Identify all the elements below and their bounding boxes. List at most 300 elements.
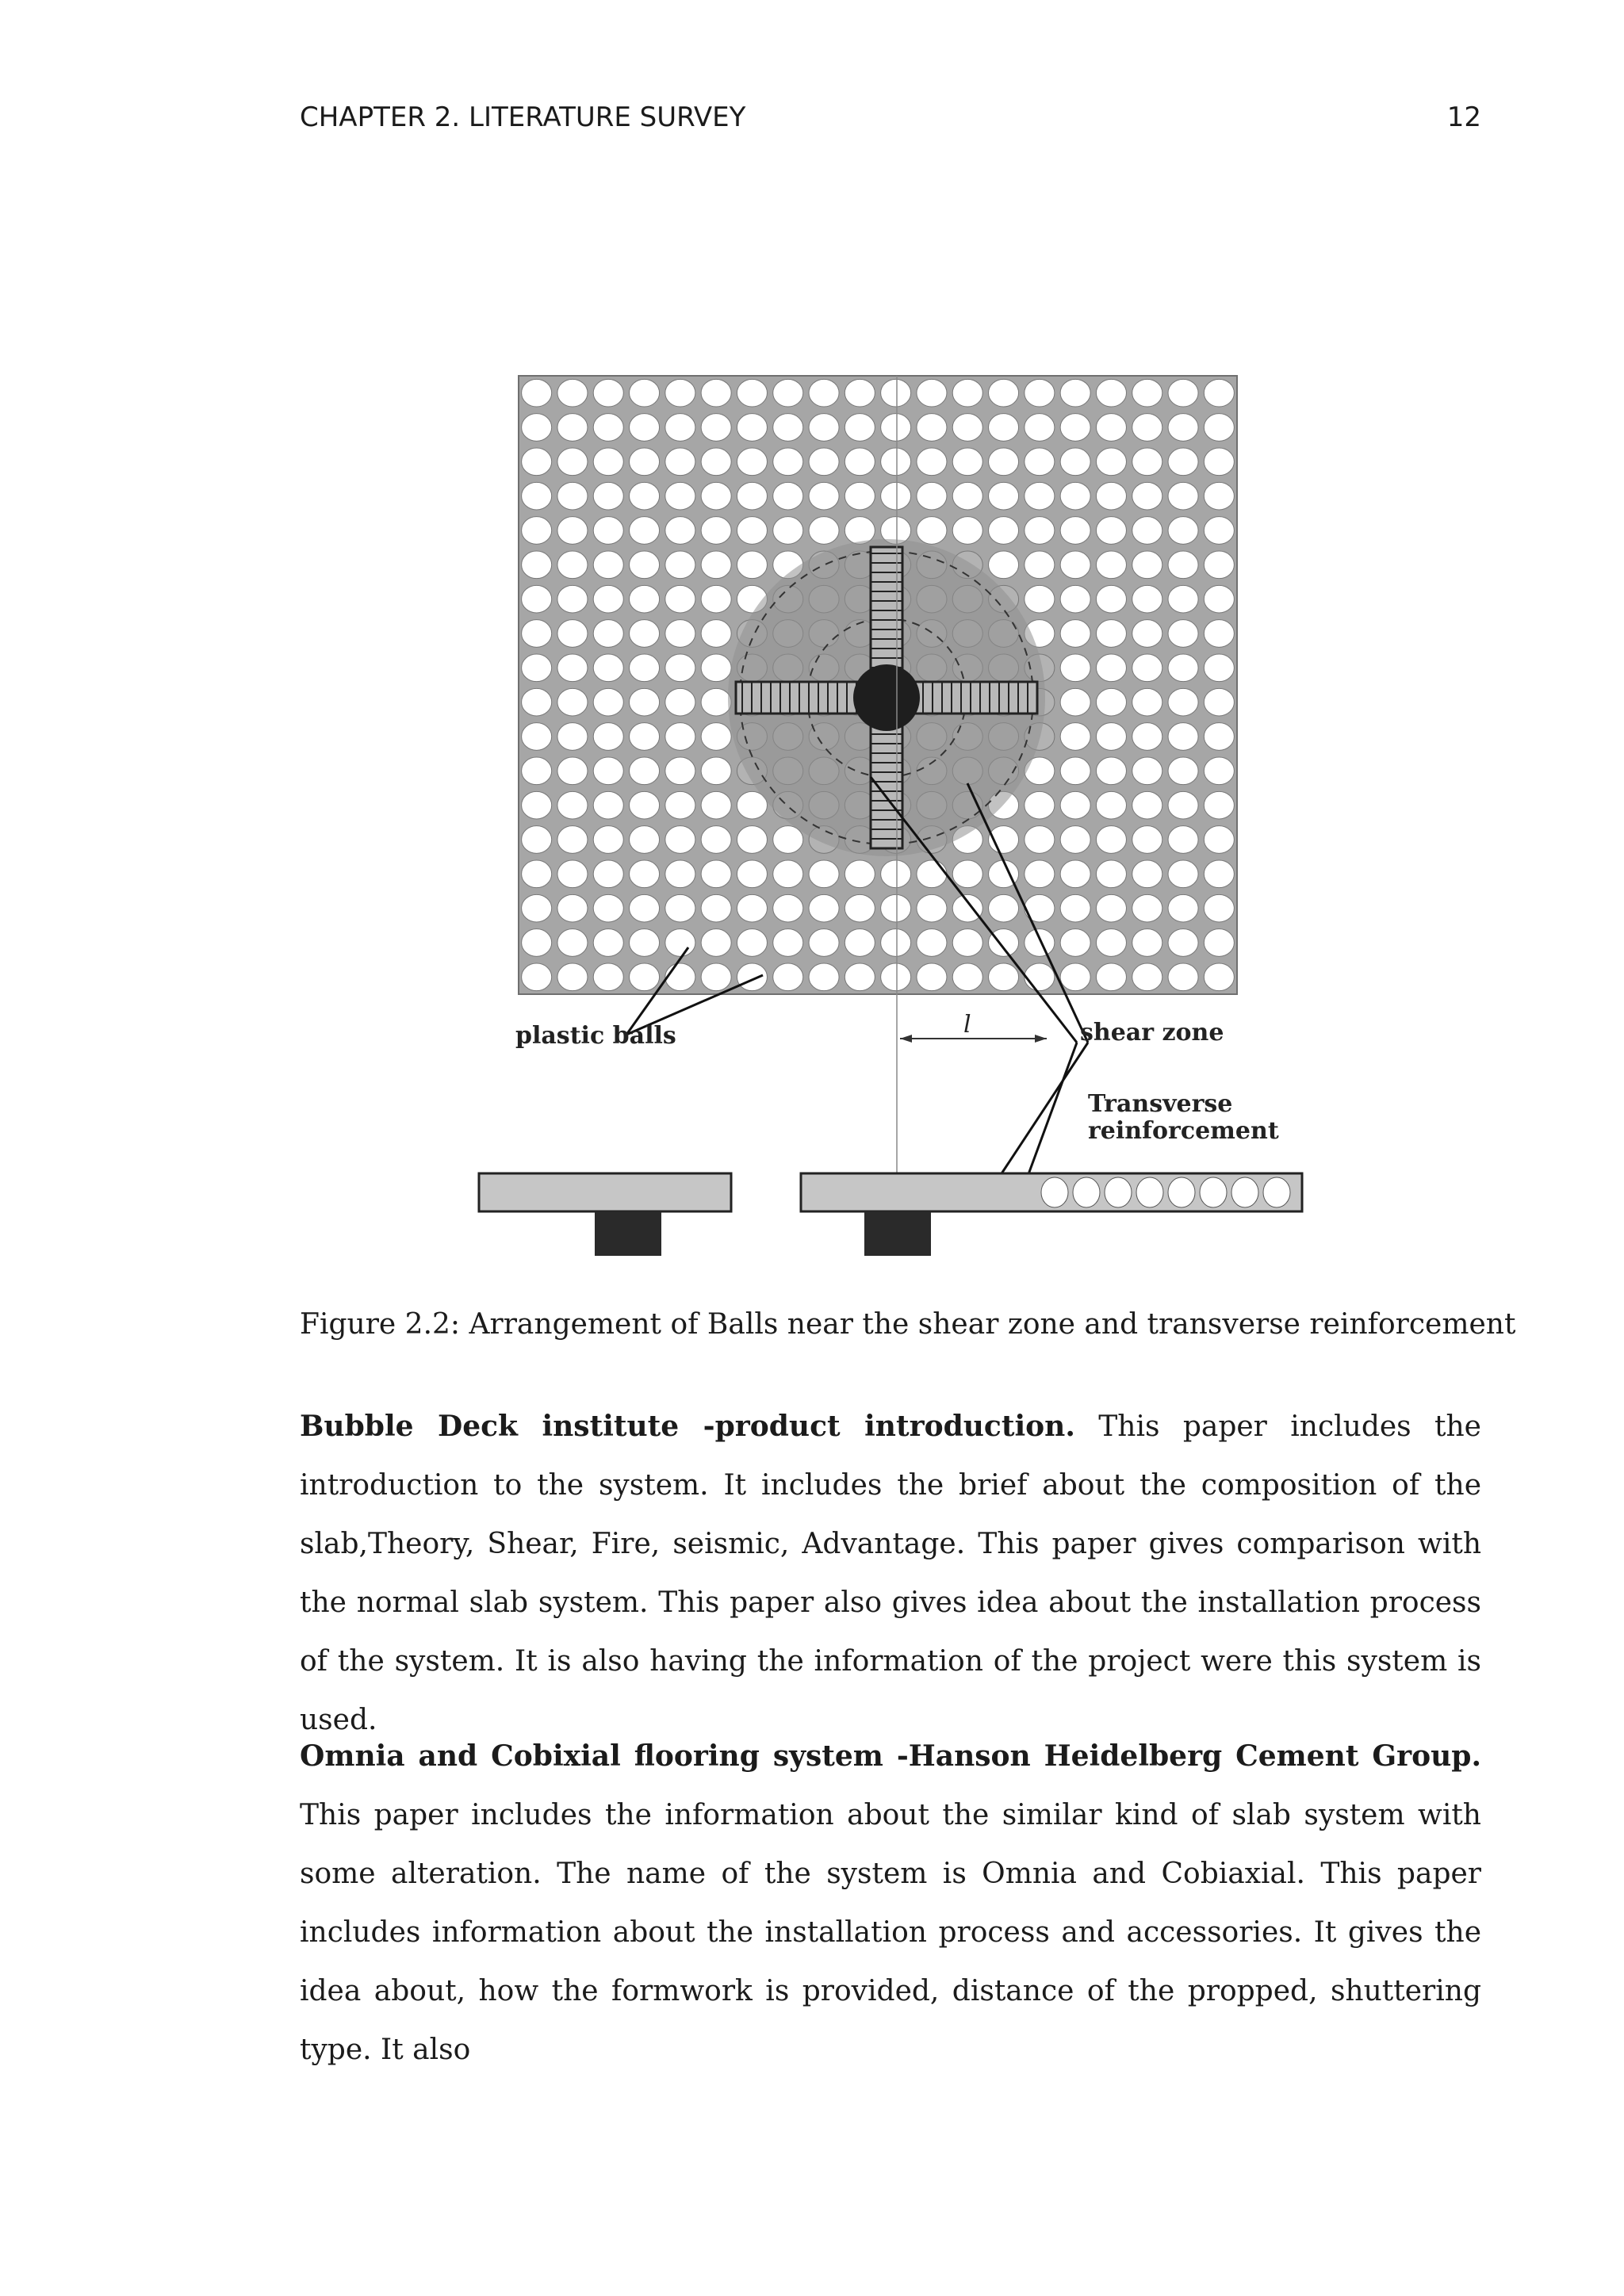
plastic-ball [593, 688, 623, 716]
plastic-ball [557, 860, 588, 888]
plastic-ball [1025, 585, 1055, 613]
plastic-ball [989, 414, 1019, 442]
plastic-ball [1025, 482, 1055, 510]
plastic-ball [773, 826, 803, 854]
running-header [300, 101, 1481, 140]
plastic-ball [881, 448, 911, 476]
plastic-ball [701, 482, 731, 510]
plastic-ball [593, 791, 623, 819]
plastic-ball [630, 929, 660, 957]
plastic-ball [701, 585, 731, 613]
plastic-ball [1204, 688, 1234, 716]
plastic-ball [557, 414, 588, 442]
plastic-ball [773, 963, 803, 991]
plastic-ball [1096, 414, 1126, 442]
plastic-ball [917, 414, 947, 442]
paragraph-title: Omnia and Cobixial flooring system -Hanson Heidelberg Cement Group. [300, 1739, 1481, 1773]
paragraph-body: This paper includes the information about the similar kind of slab system with some alteration. The name of the system is Omnia and Cobiaxial. This paper includes information about the installation process and accessories. It gives the idea about, how the formwork is provided, distance of the propped, shuttering type. It also [300, 1799, 1481, 2066]
plastic-balls-label [515, 1022, 676, 1050]
plastic-ball [1096, 585, 1126, 613]
plastic-ball [1060, 551, 1090, 579]
plastic-ball [522, 620, 552, 648]
plastic-ball [773, 414, 803, 442]
plastic-ball [737, 517, 767, 545]
plastic-ball [773, 894, 803, 922]
plastic-ball [593, 379, 623, 407]
plastic-ball [701, 688, 731, 716]
plastic-ball [773, 482, 803, 510]
plastic-ball [630, 688, 660, 716]
plastic-ball [1060, 379, 1090, 407]
plastic-ball [1096, 791, 1126, 819]
plastic-ball [773, 448, 803, 476]
plastic-ball [630, 757, 660, 785]
plastic-ball [989, 963, 1019, 991]
plastic-ball [593, 757, 623, 785]
label-transverse-1: Transverse [1088, 1090, 1233, 1118]
plastic-ball [522, 654, 552, 682]
plastic-ball [593, 929, 623, 957]
plastic-ball [917, 482, 947, 510]
plastic-ball [989, 448, 1019, 476]
plastic-ball [593, 654, 623, 682]
plastic-ball [737, 929, 767, 957]
plastic-ball [1168, 723, 1198, 751]
plastic-ball [1168, 860, 1198, 888]
plastic-ball [701, 723, 731, 751]
plastic-ball [1132, 894, 1162, 922]
plastic-ball [665, 963, 695, 991]
chapter-title: CHAPTER 2. LITERATURE SURVEY [300, 101, 746, 133]
plastic-ball [1168, 551, 1198, 579]
paragraph-bubble-deck [300, 1397, 1481, 1750]
plastic-ball [1132, 929, 1162, 957]
plastic-ball [1132, 448, 1162, 476]
plastic-ball [1132, 826, 1162, 854]
plastic-ball [1060, 723, 1090, 751]
plastic-ball [1204, 620, 1234, 648]
plastic-ball [593, 826, 623, 854]
plastic-ball [1204, 757, 1234, 785]
plastic-ball [522, 860, 552, 888]
section-ball [1231, 1177, 1258, 1207]
plastic-ball [522, 894, 552, 922]
plastic-ball [522, 517, 552, 545]
plastic-ball [845, 929, 875, 957]
section-ball [1073, 1177, 1100, 1207]
plastic-ball [1168, 929, 1198, 957]
plastic-ball [1060, 791, 1090, 819]
plastic-ball [1204, 517, 1234, 545]
plastic-ball [593, 723, 623, 751]
plastic-ball [809, 963, 839, 991]
plastic-ball [881, 963, 911, 991]
plastic-ball [593, 963, 623, 991]
plastic-ball [952, 379, 982, 407]
plastic-ball [701, 620, 731, 648]
plastic-ball [952, 963, 982, 991]
plastic-ball [522, 482, 552, 510]
plastic-ball [1025, 929, 1055, 957]
section-ball [1200, 1177, 1227, 1207]
plastic-ball [1096, 894, 1126, 922]
plastic-ball [1025, 963, 1055, 991]
plastic-ball [737, 894, 767, 922]
plastic-ball [989, 482, 1019, 510]
plastic-ball [522, 929, 552, 957]
plastic-ball [1025, 517, 1055, 545]
plastic-ball [1132, 517, 1162, 545]
plastic-ball [737, 860, 767, 888]
plastic-ball [1168, 414, 1198, 442]
plastic-ball [1060, 620, 1090, 648]
plastic-ball [1168, 517, 1198, 545]
section-ball [1041, 1177, 1068, 1207]
plastic-ball [1168, 894, 1198, 922]
plastic-ball [701, 448, 731, 476]
plastic-ball [1060, 517, 1090, 545]
column-symbol [853, 664, 920, 731]
plastic-ball [665, 482, 695, 510]
plastic-ball [701, 654, 731, 682]
plastic-ball [1132, 757, 1162, 785]
plastic-ball [630, 482, 660, 510]
plastic-ball [881, 894, 911, 922]
plastic-ball [952, 482, 982, 510]
plastic-ball [1060, 585, 1090, 613]
plastic-ball [630, 860, 660, 888]
plastic-ball [917, 860, 947, 888]
plastic-ball [1132, 585, 1162, 613]
plastic-ball [952, 448, 982, 476]
plastic-ball [1060, 414, 1090, 442]
plastic-ball [773, 379, 803, 407]
label-transverse-2: reinforcement [1088, 1117, 1279, 1145]
plastic-ball [1096, 551, 1126, 579]
plastic-ball [845, 448, 875, 476]
plastic-ball [1096, 826, 1126, 854]
plastic-ball [737, 414, 767, 442]
plastic-ball [665, 448, 695, 476]
plastic-ball [665, 860, 695, 888]
plastic-ball [1132, 414, 1162, 442]
plastic-ball [1096, 688, 1126, 716]
plastic-ball [522, 757, 552, 785]
plastic-ball [701, 551, 731, 579]
plastic-ball [917, 379, 947, 407]
plastic-ball [1025, 791, 1055, 819]
plastic-ball [1096, 379, 1126, 407]
plastic-ball [1025, 379, 1055, 407]
plastic-ball [952, 929, 982, 957]
plastic-ball [522, 688, 552, 716]
plastic-ball [737, 448, 767, 476]
plastic-ball [701, 826, 731, 854]
plastic-ball [630, 894, 660, 922]
plastic-ball [809, 379, 839, 407]
plastic-ball [773, 860, 803, 888]
section-ball [1168, 1177, 1195, 1207]
plastic-ball [952, 894, 982, 922]
plastic-ball [809, 929, 839, 957]
dimension-label: l [963, 1011, 971, 1039]
plastic-ball [881, 379, 911, 407]
page-number: 12 [1446, 101, 1481, 133]
plastic-ball [1060, 929, 1090, 957]
plastic-ball [989, 894, 1019, 922]
plastic-ball [1060, 894, 1090, 922]
plastic-ball [522, 723, 552, 751]
plastic-ball [1096, 929, 1126, 957]
plastic-ball [809, 860, 839, 888]
plastic-ball [1168, 826, 1198, 854]
plastic-ball [1132, 688, 1162, 716]
plastic-ball [1132, 860, 1162, 888]
paragraph-title: Bubble Deck institute -product introduction. [300, 1410, 1075, 1443]
plastic-ball [593, 894, 623, 922]
plastic-ball [630, 585, 660, 613]
plastic-ball [845, 963, 875, 991]
plastic-ball [665, 894, 695, 922]
plastic-ball [1204, 723, 1234, 751]
plastic-ball [1204, 551, 1234, 579]
plastic-ball [881, 929, 911, 957]
plastic-ball [952, 414, 982, 442]
plastic-ball [1204, 894, 1234, 922]
plastic-ball [1025, 448, 1055, 476]
plastic-ball [881, 860, 911, 888]
plastic-ball [809, 482, 839, 510]
plastic-ball [1204, 414, 1234, 442]
section-ball [1105, 1177, 1132, 1207]
plastic-ball [1204, 963, 1234, 991]
plastic-ball [1096, 620, 1126, 648]
plastic-ball [593, 585, 623, 613]
plastic-ball [557, 551, 588, 579]
label-shear-zone: shear zone [1080, 1019, 1224, 1047]
plastic-ball [773, 517, 803, 545]
plastic-ball [665, 723, 695, 751]
plastic-ball [1168, 963, 1198, 991]
plastic-ball [665, 517, 695, 545]
plastic-ball [701, 379, 731, 407]
plastic-ball [1204, 379, 1234, 407]
plastic-ball [522, 551, 552, 579]
plastic-ball [665, 585, 695, 613]
plastic-ball [701, 757, 731, 785]
plastic-ball [1096, 860, 1126, 888]
plastic-ball [1132, 551, 1162, 579]
plastic-ball [1168, 791, 1198, 819]
plastic-ball [557, 791, 588, 819]
plastic-ball [665, 757, 695, 785]
plastic-ball [701, 791, 731, 819]
plastic-ball [809, 894, 839, 922]
plastic-ball [1132, 654, 1162, 682]
slab-section [479, 1173, 1302, 1256]
plastic-ball [737, 963, 767, 991]
plastic-ball [737, 826, 767, 854]
plastic-ball [593, 414, 623, 442]
plastic-ball [557, 963, 588, 991]
plastic-ball [557, 688, 588, 716]
plastic-ball [701, 929, 731, 957]
plastic-ball [737, 482, 767, 510]
plastic-ball [593, 860, 623, 888]
plastic-ball [809, 414, 839, 442]
plastic-ball [665, 929, 695, 957]
plastic-ball [557, 482, 588, 510]
plastic-ball [809, 517, 839, 545]
plastic-ball [522, 448, 552, 476]
figure-caption: Figure 2.2: Arrangement of Balls near the shear zone and transverse reinforcement [300, 1308, 1516, 1341]
plastic-ball [1132, 620, 1162, 648]
plastic-ball [701, 894, 731, 922]
plastic-ball [1060, 757, 1090, 785]
section-ball [1263, 1177, 1290, 1207]
plastic-ball [557, 517, 588, 545]
paragraph-omnia-cobiaxial [300, 1727, 1481, 2080]
plastic-ball [1168, 620, 1198, 648]
plastic-ball [989, 517, 1019, 545]
plastic-ball [557, 654, 588, 682]
plastic-ball [1204, 826, 1234, 854]
plastic-ball [1168, 585, 1198, 613]
plastic-ball [881, 482, 911, 510]
plastic-ball [665, 551, 695, 579]
plastic-ball [1060, 654, 1090, 682]
paragraph-body: This paper includes the introduction to the system. It includes the brief about the composition of the slab,Theory, Shear, Fire, seismic, Advantage. This paper gives comparison with the normal slab system. This paper also gives idea about the installation process of the system. It is also having the information of the project were this system is used. [300, 1410, 1481, 1736]
plastic-ball [1204, 929, 1234, 957]
plastic-ball [1168, 482, 1198, 510]
plastic-ball [593, 517, 623, 545]
plastic-ball [593, 551, 623, 579]
plastic-ball [845, 414, 875, 442]
plastic-ball [1168, 448, 1198, 476]
plastic-ball [1132, 482, 1162, 510]
plastic-ball [630, 963, 660, 991]
plastic-ball [1096, 757, 1126, 785]
plastic-ball [557, 379, 588, 407]
plastic-ball [1096, 654, 1126, 682]
plastic-ball [665, 654, 695, 682]
plastic-ball [593, 448, 623, 476]
plastic-ball [1025, 414, 1055, 442]
plastic-ball [989, 379, 1019, 407]
plastic-ball [557, 894, 588, 922]
plastic-ball [557, 620, 588, 648]
plastic-ball [630, 654, 660, 682]
plastic-ball [557, 757, 588, 785]
plastic-ball [1060, 688, 1090, 716]
plastic-ball [701, 963, 731, 991]
plastic-ball [665, 414, 695, 442]
plastic-ball [665, 379, 695, 407]
plastic-ball [881, 414, 911, 442]
plastic-ball [665, 688, 695, 716]
plastic-ball [1132, 963, 1162, 991]
plastic-ball [630, 448, 660, 476]
plastic-ball [1132, 379, 1162, 407]
plastic-ball [1096, 723, 1126, 751]
plastic-ball [1168, 379, 1198, 407]
plastic-ball [665, 791, 695, 819]
plastic-ball [1025, 826, 1055, 854]
plastic-ball [665, 620, 695, 648]
plastic-ball [522, 585, 552, 613]
plastic-ball [917, 448, 947, 476]
plastic-ball [630, 551, 660, 579]
plastic-ball [522, 379, 552, 407]
plastic-ball [1204, 585, 1234, 613]
plastic-ball [1060, 448, 1090, 476]
plastic-ball [1060, 963, 1090, 991]
plastic-ball [593, 620, 623, 648]
plastic-ball [1096, 517, 1126, 545]
plastic-ball [1132, 723, 1162, 751]
plastic-ball [1168, 757, 1198, 785]
plastic-ball [1204, 482, 1234, 510]
plastic-ball [737, 551, 767, 579]
plastic-ball [522, 791, 552, 819]
plastic-ball [1096, 482, 1126, 510]
plastic-ball [952, 517, 982, 545]
plastic-ball [701, 860, 731, 888]
plastic-ball [630, 379, 660, 407]
plastic-ball [557, 585, 588, 613]
plastic-ball [917, 963, 947, 991]
plastic-ball [701, 517, 731, 545]
plastic-ball [522, 963, 552, 991]
plastic-ball [1096, 448, 1126, 476]
plastic-ball [989, 551, 1019, 579]
plastic-ball [845, 894, 875, 922]
plastic-ball [630, 414, 660, 442]
plastic-ball [1204, 860, 1234, 888]
plastic-ball [522, 414, 552, 442]
plastic-ball [845, 482, 875, 510]
plastic-ball [845, 860, 875, 888]
plastic-ball [1132, 791, 1162, 819]
plastic-ball [1204, 654, 1234, 682]
plastic-ball [630, 791, 660, 819]
bubbledeck-figure [468, 365, 1308, 1269]
section-ball [1136, 1177, 1163, 1207]
plastic-ball [917, 894, 947, 922]
plastic-ball [1025, 860, 1055, 888]
plastic-ball [522, 826, 552, 854]
plastic-ball [557, 826, 588, 854]
plastic-ball [809, 448, 839, 476]
plastic-ball [1060, 860, 1090, 888]
plastic-ball [665, 826, 695, 854]
plastic-ball [1025, 551, 1055, 579]
plastic-ball [845, 379, 875, 407]
label-plastic-balls: plastic balls [515, 1022, 676, 1050]
plastic-ball [1096, 963, 1126, 991]
plastic-ball [630, 826, 660, 854]
plastic-ball [1168, 654, 1198, 682]
plastic-ball [557, 723, 588, 751]
plastic-ball [917, 929, 947, 957]
plastic-ball [1060, 482, 1090, 510]
plastic-ball [630, 517, 660, 545]
plastic-ball [593, 482, 623, 510]
plastic-ball [630, 620, 660, 648]
plastic-ball [773, 929, 803, 957]
plastic-ball [701, 414, 731, 442]
plastic-ball [557, 448, 588, 476]
